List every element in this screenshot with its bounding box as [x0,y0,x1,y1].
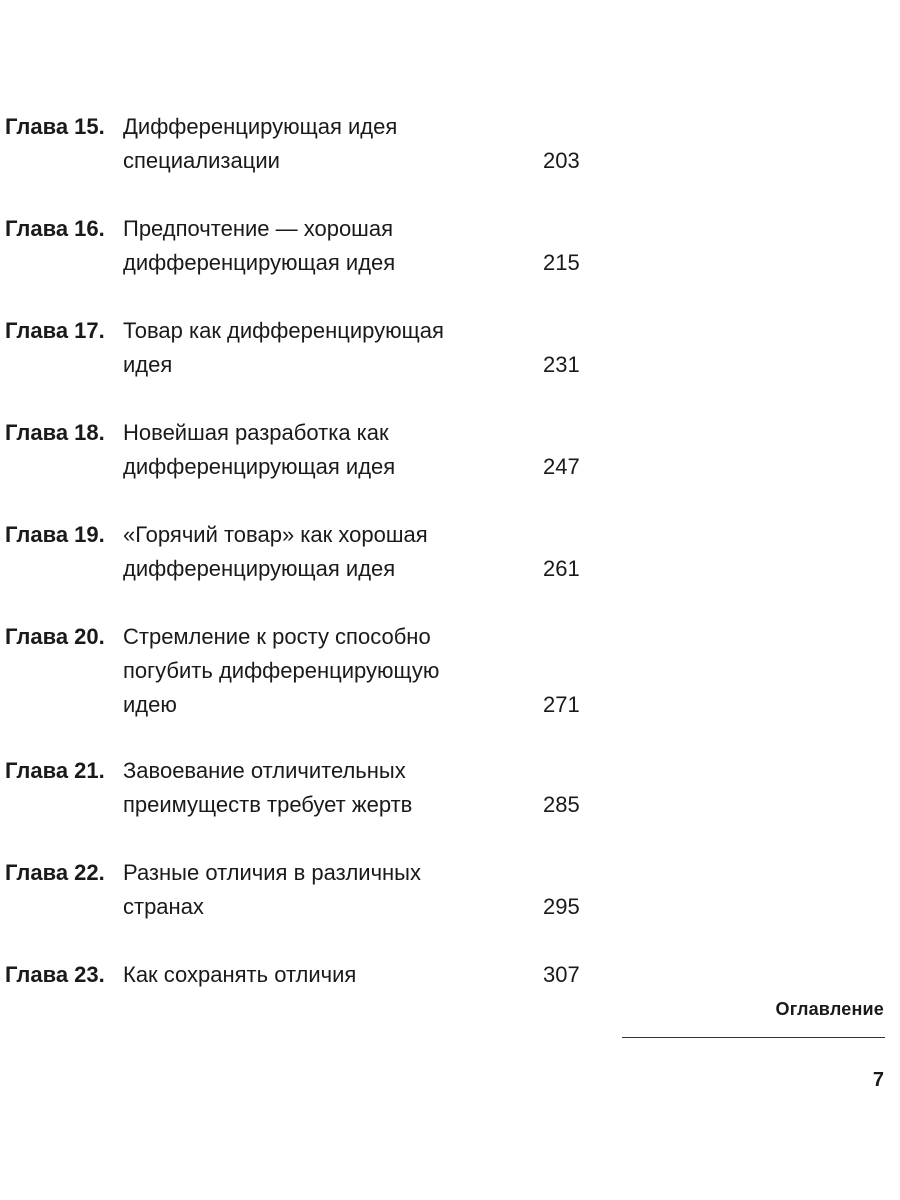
chapter-page-number: 307 [543,962,580,987]
running-header: Оглавление [775,999,884,1019]
chapter-title-line: специализации [123,148,280,173]
chapter-title [123,416,543,484]
chapter-title-line: идею [123,692,177,717]
toc-entry-chapter-18 [5,416,605,484]
chapter-label: Глава 17. [5,318,105,343]
chapter-title [123,754,543,822]
chapter-title-line: дифференцирующая идея [123,454,396,479]
chapter-title [123,212,543,280]
chapter-page-number: 271 [543,692,580,717]
chapter-title-line: Дифференцирующая идея [123,114,398,139]
chapter-page-number: 231 [543,352,580,377]
chapter-label: Глава 15. [5,114,105,139]
chapter-label: Глава 23. [5,962,105,987]
toc-entry-chapter-20 [5,620,605,722]
chapter-title-line: Стремление к росту способно [123,624,431,649]
page-number: 7 [872,1069,884,1091]
chapter-title-line: преимуществ требует жертв [123,792,413,817]
chapter-title [123,958,543,992]
chapter-page-number: 247 [543,454,580,479]
chapter-title-line: Новейшая разработка как [123,420,389,445]
chapter-title-line: Разные отличия в различных [123,860,421,885]
chapter-page-number: 285 [543,792,580,817]
chapter-page-number: 203 [543,148,580,173]
toc-entry-chapter-19 [5,518,605,586]
toc-entry-chapter-17 [5,314,605,382]
chapter-label: Глава 18. [5,420,105,445]
toc-entry-chapter-15 [5,110,605,178]
chapter-page-number: 261 [543,556,580,581]
chapter-title-line: «Горячий товар» как хорошая [123,522,428,547]
divider [622,1037,885,1038]
toc-entry-chapter-22 [5,856,605,924]
chapter-title-line: дифференцирующая идея [123,250,396,275]
chapter-title-line: Предпочтение — хорошая [123,216,393,241]
chapter-title [123,314,543,382]
chapter-title-line: Завоевание отличительных [123,758,406,783]
chapter-title [123,518,543,586]
chapter-title-line: Как сохранять отличия [123,962,357,987]
chapter-page-number: 295 [543,894,580,919]
chapter-title [123,620,543,722]
chapter-page-number: 215 [543,250,580,275]
chapter-label: Глава 19. [5,522,105,547]
toc-entry-chapter-21 [5,754,605,822]
toc-entry-chapter-16 [5,212,605,280]
chapter-title-line: идея [123,352,173,377]
toc-entry-chapter-23 [5,958,605,992]
chapter-label: Глава 21. [5,758,105,783]
chapter-title [123,856,543,924]
chapter-label: Глава 22. [5,860,105,885]
chapter-title-line: погубить дифференцирующую [123,658,440,683]
chapter-title-line: дифференцирующая идея [123,556,396,581]
chapter-title [123,110,543,178]
chapter-title-line: странах [123,894,204,919]
chapter-label: Глава 16. [5,216,105,241]
chapter-title-line: Товар как дифференцирующая [123,318,444,343]
chapter-label: Глава 20. [5,624,105,649]
